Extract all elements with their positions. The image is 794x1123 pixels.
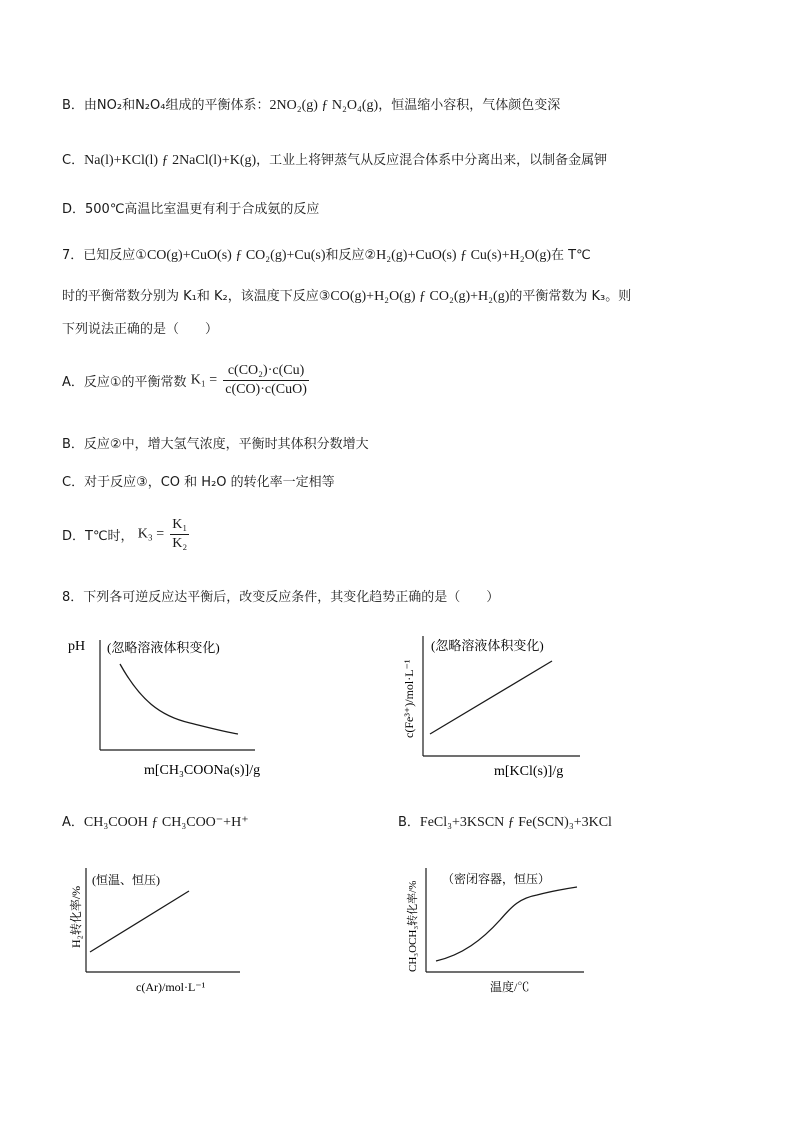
chart-d xyxy=(402,860,592,1000)
q6-option-c xyxy=(62,151,607,171)
q7-option-d-prefix: D．T℃时， xyxy=(62,529,134,544)
q6-option-b-prefix: B．由NO₂和N₂O₄组成的平衡体系： xyxy=(62,98,270,113)
chart-d-xlabel: 温度/℃ xyxy=(490,980,530,994)
q7-option-d-numerator: K₁ xyxy=(170,516,189,535)
q7-option-a-fraction xyxy=(223,362,309,399)
q7-reaction-3: CO(g)+H₂O(g) ƒ CO₂(g)+H₂(g) xyxy=(330,289,510,304)
q7-stem-2a: 时的平衡常数分别为 K₁和 K₂，该温度下反应③ xyxy=(62,289,331,304)
q7-option-b: B．反应②中，增大氢气浓度，平衡时其体积分数增大 xyxy=(62,437,369,452)
q6-option-b-equation: 2NO₂(g) ƒ N₂O₄(g) xyxy=(269,98,379,113)
q6-option-b-suffix: ，恒温缩小容积，气体颜色变深 xyxy=(378,98,561,113)
q6-option-c-prefix: C． xyxy=(62,153,85,168)
q7-reaction-1: CO(g)+CuO(s) ƒ CO₂(g)+Cu(s) xyxy=(146,248,326,263)
q6-option-c-equation: Na(l)+KCl(l) ƒ 2NaCl(l)+K(g) xyxy=(84,153,257,168)
chart-b-note: (忽略溶液体积变化) xyxy=(431,638,544,653)
q8-option-b xyxy=(398,813,612,833)
q7-option-d-lhs: K₃ = xyxy=(137,526,165,542)
chart-a xyxy=(60,630,260,780)
q7-option-a-denominator: c(CO)·c(CuO) xyxy=(225,382,307,397)
chart-d-note: （密闭容器，恒压） xyxy=(442,872,551,886)
q8-stem: 8．下列各可逆反应达平衡后，改变反应条件，其变化趋势正确的是（ ） xyxy=(62,590,500,605)
q6-option-c-suffix: ，工业上将钾蒸气从反应混合体系中分离出来，以制备金属钾 xyxy=(256,153,608,168)
chart-a-ylabel: pH xyxy=(68,639,86,654)
q7-reaction-2: H₂(g)+CuO(s) ƒ Cu(s)+H₂O(g) xyxy=(376,248,552,263)
q7-option-a-prefix: A．反应①的平衡常数 xyxy=(62,375,187,390)
q8-option-b-equation: FeCl₃+3KSCN ƒ Fe(SCN)₃+3KCl xyxy=(419,815,612,830)
chart-c-xlabel: c(Ar)/mol·L⁻¹ xyxy=(136,980,206,994)
chart-b-svg xyxy=(395,630,595,780)
chart-d-svg xyxy=(402,860,592,1000)
q6-option-b xyxy=(62,96,560,116)
q7-option-d xyxy=(62,516,191,553)
q7-option-d-fraction xyxy=(170,516,189,553)
chart-c-svg xyxy=(62,860,247,1000)
q7-option-a xyxy=(62,362,311,399)
chart-c xyxy=(62,860,247,1000)
chart-d-curve xyxy=(436,887,577,961)
chart-b-ylabel: c(Fe³⁺)/mol·L⁻¹ xyxy=(402,659,416,738)
q8-option-a xyxy=(62,813,249,833)
q7-option-d-denominator: K₂ xyxy=(172,536,188,551)
q7-stem-line2 xyxy=(62,287,631,307)
chart-c-note: (恒温、恒压) xyxy=(92,873,160,887)
chart-c-line xyxy=(90,891,189,952)
q7-stem-line3: 下列说法正确的是（ ） xyxy=(62,322,219,337)
chart-b xyxy=(395,630,595,780)
chart-c-ylabel: H₂转化率/% xyxy=(69,885,83,948)
q7-option-a-lhs: K₁ = xyxy=(190,372,218,388)
q7-stem-2b: 的平衡常数为 K₃。则 xyxy=(509,289,632,304)
chart-a-curve xyxy=(120,664,238,734)
chart-a-svg xyxy=(60,630,260,780)
q7-stem-1b: 和反应② xyxy=(325,248,377,263)
q7-stem-1c: 在 T℃ xyxy=(551,248,591,263)
q7-stem-1a: 7．已知反应① xyxy=(62,248,147,263)
chart-b-line xyxy=(430,661,552,734)
chart-b-xlabel: m[KCl(s)]/g xyxy=(494,764,564,779)
q6-option-d: D．500℃高温比室温更有利于合成氨的反应 xyxy=(62,202,320,217)
q7-option-c: C．对于反应③，CO 和 H₂O 的转化率一定相等 xyxy=(62,475,335,490)
chart-d-ylabel: CH₃OCH₃转化率/% xyxy=(407,880,419,972)
q8-option-b-prefix: B． xyxy=(398,815,420,830)
q7-stem-line1 xyxy=(62,246,591,266)
q7-option-a-numerator: c(CO₂)·c(Cu) xyxy=(223,362,309,381)
q8-option-a-equation: CH₃COOH ƒ CH₃COO⁻+H⁺ xyxy=(83,815,249,830)
q8-option-a-prefix: A． xyxy=(62,815,84,830)
chart-a-xlabel: m[CH₃COONa(s)]/g xyxy=(144,763,260,778)
chart-a-note: (忽略溶液体积变化) xyxy=(107,640,220,655)
